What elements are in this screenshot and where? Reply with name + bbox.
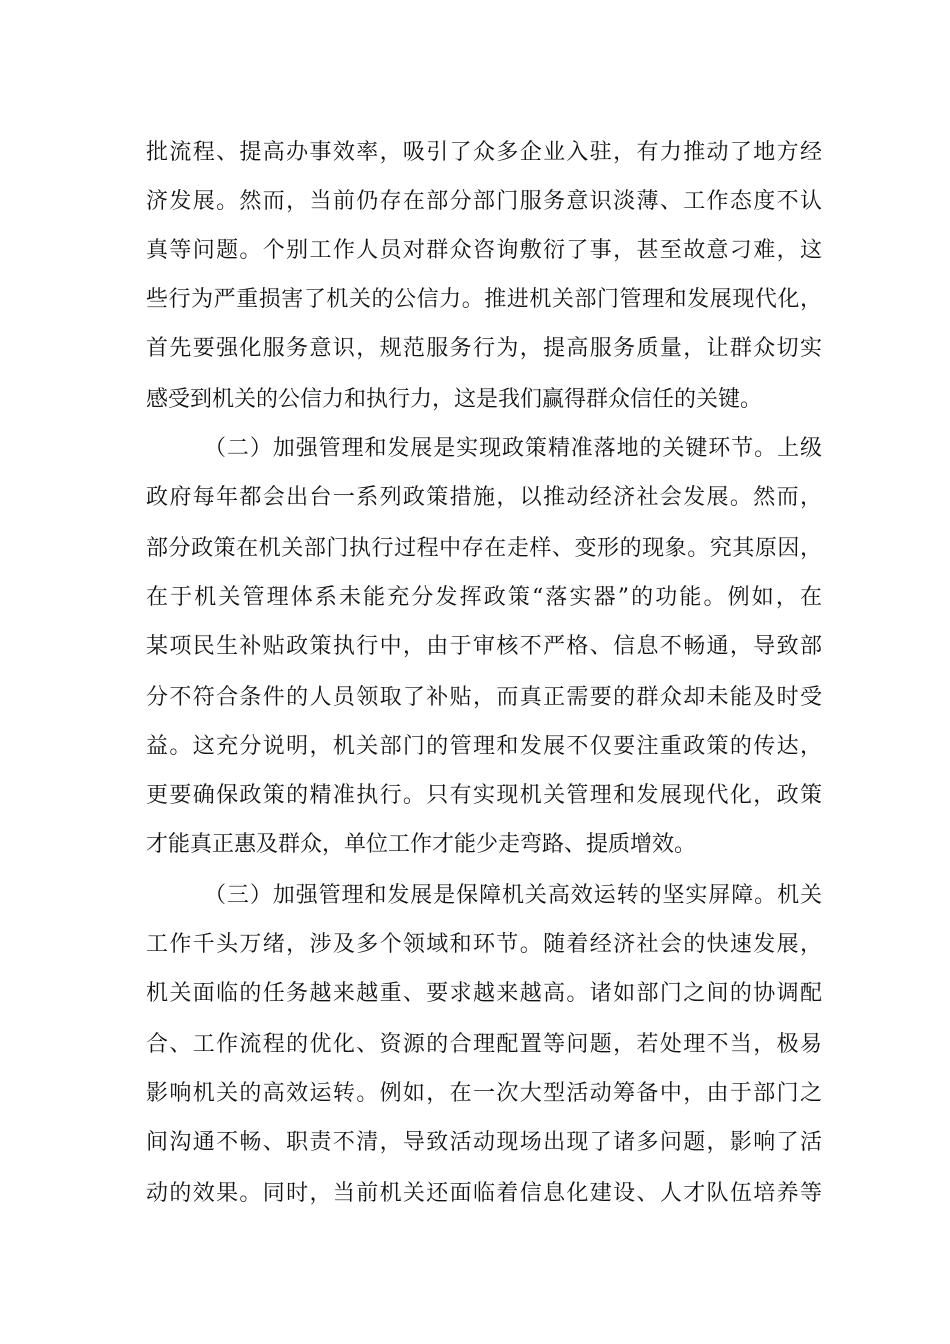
text-line: 政府每年都会出台一系列政策措施，以推动经济社会发展。然而， xyxy=(146,485,822,510)
text-line: 济发展。然而，当前仍存在部分部门服务意识淡薄、工作态度不认 xyxy=(146,189,822,214)
text-line: 批流程、提高办事效率，吸引了众多企业入驻，有力推动了地方经 xyxy=(146,140,822,165)
text-line: 某项民生补贴政策执行中，由于审核不严格、信息不畅通，导致部 xyxy=(146,634,822,659)
text-line: 真等问题。个别工作人员对群众咨询敷衍了事，甚至故意刁难，这 xyxy=(146,238,822,263)
paragraph-heading-3: （三）加强管理和发展是保障机关高效运转的坚实屏障。机关 xyxy=(204,883,822,908)
text-line: 首先要强化服务意识，规范服务行为，提高服务质量，让群众切实 xyxy=(146,336,822,361)
text-line: 机关面临的任务越来越重、要求越来越高。诸如部门之间的协调配 xyxy=(146,981,822,1006)
text-line: 在于机关管理体系未能充分发挥政策“落实器”的功能。例如，在 xyxy=(146,585,822,610)
text-line: 益。这充分说明，机关部门的管理和发展不仅要注重政策的传达， xyxy=(146,734,822,759)
paragraph-heading-2: （二）加强管理和发展是实现政策精准落地的关键环节。上级 xyxy=(204,436,822,461)
text-line: 些行为严重损害了机关的公信力。推进机关部门管理和发展现代化， xyxy=(146,287,822,312)
text-line: 部分政策在机关部门执行过程中存在走样、变形的现象。究其原因， xyxy=(146,536,822,561)
text-line: 更要确保政策的精准执行。只有实现机关管理和发展现代化，政策 xyxy=(146,783,822,808)
text-line: 影响机关的高效运转。例如，在一次大型活动筹备中，由于部门之 xyxy=(146,1081,822,1106)
text-line: 动的效果。同时，当前机关还面临着信息化建设、人才队伍培养等 xyxy=(146,1181,822,1206)
text-line: 才能真正惠及群众，单位工作才能少走弯路、提质增效。 xyxy=(146,832,697,857)
text-line: 感受到机关的公信力和执行力，这是我们赢得群众信任的关键。 xyxy=(146,387,763,412)
text-line: 分不符合条件的人员领取了补贴，而真正需要的群众却未能及时受 xyxy=(146,685,822,710)
text-line: 工作千头万绪，涉及多个领域和环节。随着经济社会的快速发展， xyxy=(146,932,822,957)
text-line: 合、工作流程的优化、资源的合理配置等问题，若处理不当，极易 xyxy=(146,1032,822,1057)
text-line: 间沟通不畅、职责不清，导致活动现场出现了诸多问题，影响了活 xyxy=(146,1130,822,1155)
